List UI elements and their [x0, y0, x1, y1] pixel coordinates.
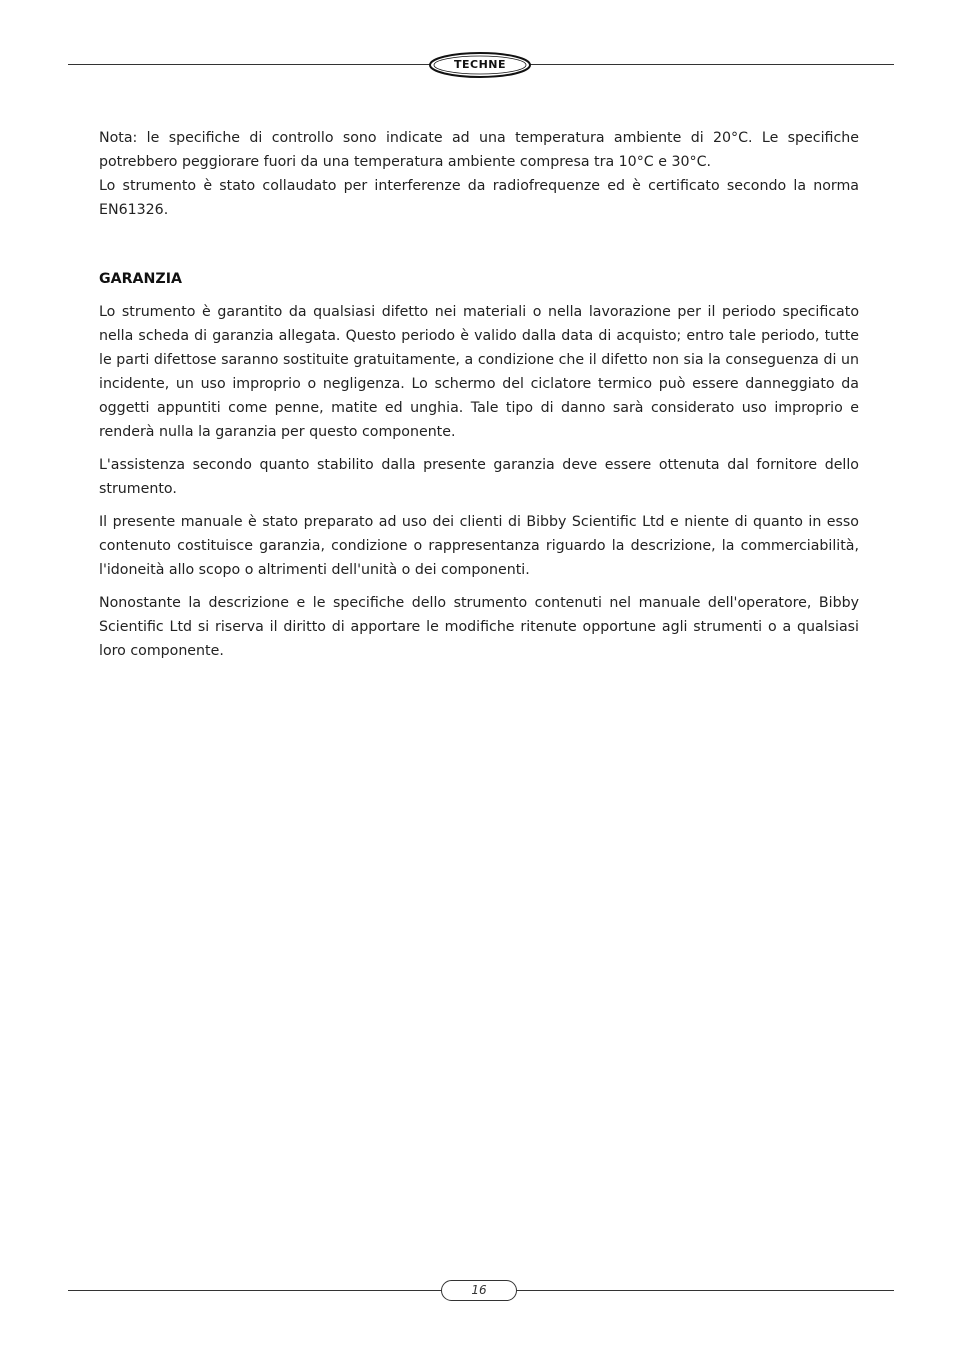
note-block: [99, 126, 859, 222]
warranty-heading: GARANZIA: [99, 271, 182, 287]
techne-logo: [428, 51, 532, 79]
certification-text: Lo strumento è stato collaudato per interferenze da radiofrequenze ed è certificato secondo la norma EN61326.: [99, 178, 859, 218]
logo-text: TECHNE: [453, 58, 507, 71]
page-number-badge: [441, 1280, 517, 1301]
warranty-paragraph: Nonostante la descrizione e le specifiche dello strumento contenuti nel manuale dell'operatore, Bibby Scientific Ltd si riserva il diritto di apportare le modifiche ritenute opportune agli strumenti o a qualsiasi loro componente.: [99, 595, 859, 659]
note-text: Nota: le specifiche di controllo sono indicate ad una temperatura ambiente di 20°C. Le specifiche potrebbero peggiorare fuori da una temperatura ambiente compresa tra 10°C e 30°C.: [99, 130, 859, 170]
page-number: 16: [471, 1283, 487, 1297]
warranty-paragraph: Il presente manuale è stato preparato ad uso dei clienti di Bibby Scientific Ltd e niente di quanto in esso contenuto costituisce garanzia, condizione o rappresentanza riguardo la descrizione, la commerciabilità, l'idoneità allo scopo o altrimenti dell'unità o dei componenti.: [99, 514, 859, 578]
page-content: [99, 126, 859, 672]
warranty-paragraph: Lo strumento è garantito da qualsiasi difetto nei materiali o nella lavorazione per il periodo specificato nella scheda di garanzia allegata. Questo periodo è valido dalla data di acquisto; entro tale periodo, tutte le parti difettose saranno sostituite gratuitamente, a condizione che il difetto non sia la conseguenza di un incidente, un uso improprio o negligenza. Lo schermo del ciclatore termico può essere danneggiato da oggetti appuntiti come penne, matite ed unghia. Tale tipo di danno sarà considerato uso improprio e renderà nulla la garanzia per questo componente.: [99, 304, 859, 440]
warranty-paragraph: L'assistenza secondo quanto stabilito dalla presente garanzia deve essere ottenuta dal fornitore dello strumento.: [99, 457, 859, 497]
